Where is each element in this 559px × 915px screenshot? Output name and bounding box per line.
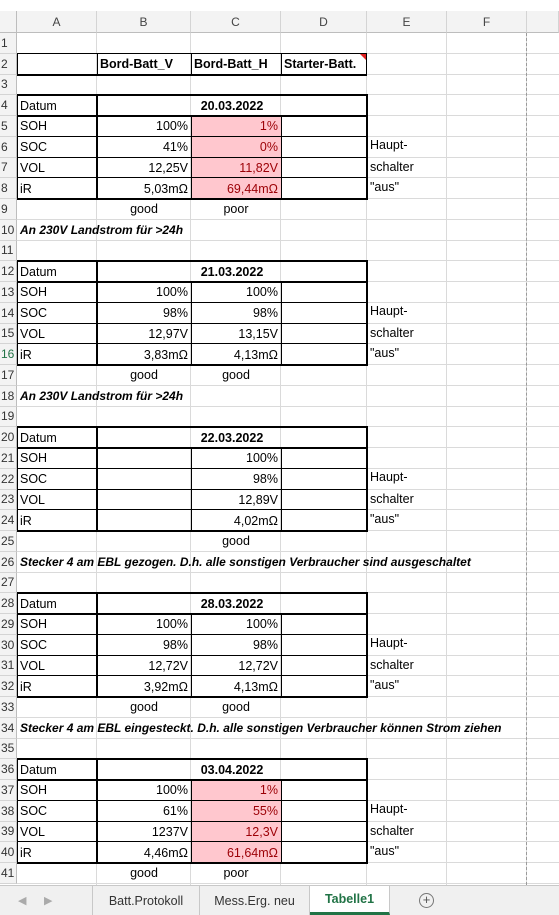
border-line (96, 592, 98, 698)
label-soh[interactable]: SOH (20, 119, 48, 134)
value-starter-batt[interactable] (281, 344, 367, 365)
side-note-hauptschalter: schalter (370, 657, 414, 672)
value-bord-batt-v[interactable] (97, 469, 191, 490)
label-datum[interactable]: Datum (20, 98, 57, 113)
value-bord-batt-v[interactable]: 12,72V (148, 658, 188, 673)
border-line (17, 281, 367, 283)
row-header[interactable]: 31 (0, 656, 17, 677)
value-bord-batt-v[interactable]: 3,83mΩ (143, 347, 188, 362)
label-ir[interactable]: iR (20, 679, 32, 694)
border-line (17, 260, 367, 262)
value-bord-batt-v[interactable] (97, 448, 191, 469)
value-bord-batt-v[interactable] (97, 510, 191, 531)
border-line (17, 468, 367, 469)
header-bord-batt-v[interactable]: Bord-Batt_V (100, 57, 173, 72)
value-bord-batt-v[interactable]: 5,03mΩ (143, 181, 188, 196)
value-starter-batt[interactable] (281, 137, 367, 158)
border-line (191, 115, 192, 200)
value-bord-batt-v[interactable]: 12,97V (148, 326, 188, 341)
label-ir[interactable]: iR (20, 181, 32, 196)
border-line (17, 115, 367, 117)
border-line (281, 447, 282, 532)
side-note-hauptschalter: "aus" (370, 677, 400, 692)
border-line (281, 281, 282, 366)
border-line (281, 53, 282, 75)
label-vol[interactable]: VOL (20, 492, 46, 507)
border-line (366, 758, 368, 864)
side-note-hauptschalter: schalter (370, 823, 414, 838)
rating-bord-batt-h[interactable]: poor (223, 866, 249, 881)
border-line (17, 323, 367, 324)
row-header[interactable]: 24 (0, 510, 17, 531)
border-line (96, 94, 98, 200)
tab-batt-protokoll[interactable]: Batt.Protokoll (92, 886, 200, 915)
label-soc[interactable]: SOC (20, 140, 48, 155)
border-line (17, 592, 367, 594)
row-header[interactable]: 19 (0, 407, 17, 428)
value-starter-batt[interactable] (281, 780, 367, 801)
border-line (17, 53, 18, 75)
value-starter-batt[interactable] (281, 469, 367, 490)
border-line (17, 696, 367, 698)
value-bord-batt-h[interactable]: 12,89V (238, 492, 278, 507)
value-bord-batt-h[interactable]: 4,13mΩ (233, 679, 278, 694)
column-header[interactable]: F (447, 11, 527, 33)
label-soc[interactable]: SOC (20, 638, 48, 653)
rating-bord-batt-h[interactable]: good (222, 700, 250, 715)
label-ir[interactable]: iR (20, 845, 32, 860)
border-line (191, 613, 192, 698)
border-line (17, 821, 367, 822)
border-line (17, 800, 367, 801)
value-bord-batt-v[interactable]: 98% (162, 638, 188, 653)
value-starter-batt[interactable] (281, 635, 367, 656)
row-header[interactable]: 15 (0, 324, 17, 345)
column-header-extra (527, 11, 559, 33)
row-header[interactable]: 22 (0, 469, 17, 490)
rating-bord-batt-v[interactable]: good (130, 202, 158, 217)
value-starter-batt[interactable] (281, 801, 367, 822)
border-line (366, 260, 368, 366)
row-header[interactable]: 33 (0, 697, 17, 718)
rating-bord-batt-h[interactable]: good (222, 534, 250, 549)
row-header[interactable]: 39 (0, 822, 17, 843)
value-bord-batt-h[interactable]: 100% (246, 285, 278, 300)
row-header[interactable]: 23 (0, 490, 17, 511)
row-header[interactable]: 3 (0, 75, 17, 96)
row-header[interactable]: 38 (0, 801, 17, 822)
row-header[interactable]: 30 (0, 635, 17, 656)
border-line (17, 157, 367, 158)
border-line (17, 74, 367, 76)
rating-bord-batt-h[interactable]: poor (223, 202, 249, 217)
side-note-hauptschalter: "aus" (370, 345, 400, 360)
column-header[interactable]: A (17, 11, 97, 33)
border-line (17, 447, 367, 449)
row-header[interactable]: 5 (0, 116, 17, 137)
row-header[interactable]: 17 (0, 365, 17, 386)
rating-bord-batt-h[interactable]: good (222, 368, 250, 383)
page-break-line (526, 33, 527, 885)
border-line (17, 758, 367, 760)
label-datum[interactable]: Datum (20, 430, 57, 445)
row-header[interactable]: 26 (0, 552, 17, 573)
row-header[interactable]: 40 (0, 842, 17, 863)
row-header[interactable]: 32 (0, 676, 17, 697)
rating-bord-batt-v[interactable] (97, 531, 191, 552)
border-line (366, 592, 368, 698)
border-line (17, 779, 367, 781)
row-header[interactable]: 29 (0, 614, 17, 635)
row-header[interactable]: 6 (0, 137, 17, 158)
side-note-hauptschalter: "aus" (370, 179, 400, 194)
border-line (17, 592, 18, 698)
border-line (96, 426, 98, 532)
border-line (281, 613, 282, 698)
border-line (17, 862, 367, 864)
border-line (17, 53, 367, 54)
value-starter-batt[interactable] (281, 282, 367, 303)
value-bord-batt-h[interactable]: 1% (191, 780, 281, 801)
value-bord-batt-h[interactable]: 55% (191, 801, 281, 822)
border-line (17, 426, 18, 532)
side-note-hauptschalter: schalter (370, 491, 414, 506)
row-header[interactable]: 2 (0, 54, 17, 75)
row-header[interactable]: 41 (0, 863, 17, 884)
row-header[interactable]: 36 (0, 759, 17, 780)
label-soh[interactable]: SOH (20, 285, 48, 300)
border-line (17, 841, 367, 842)
border-line (17, 530, 367, 532)
date-cell[interactable]: 22.03.2022 (200, 430, 264, 445)
date-cell[interactable]: 28.03.2022 (200, 596, 264, 611)
border-line (17, 489, 367, 490)
value-bord-batt-h[interactable]: 12,3V (191, 822, 281, 843)
side-note-hauptschalter: "aus" (370, 511, 400, 526)
label-soc[interactable]: SOC (20, 804, 48, 819)
border-line (17, 634, 367, 635)
value-starter-batt[interactable] (281, 842, 367, 863)
label-vol[interactable]: VOL (20, 326, 46, 341)
value-starter-batt[interactable] (281, 614, 367, 635)
value-bord-batt-v[interactable]: 12,25V (148, 160, 188, 175)
border-line (281, 779, 282, 864)
row-header[interactable]: 27 (0, 573, 17, 594)
border-line (97, 53, 98, 75)
label-vol[interactable]: VOL (20, 160, 46, 175)
border-line (17, 364, 367, 366)
label-datum[interactable]: Datum (20, 264, 57, 279)
border-line (17, 343, 367, 344)
block-note[interactable]: Stecker 4 am EBL gezogen. D.h. alle sonstigen Verbraucher sind ausgeschaltet (20, 555, 471, 570)
row-header[interactable]: 25 (0, 531, 17, 552)
label-soh[interactable]: SOH (20, 451, 48, 466)
border-line (366, 94, 368, 200)
value-starter-batt[interactable] (281, 303, 367, 324)
row-header[interactable]: 28 (0, 593, 17, 614)
value-bord-batt-h[interactable]: 0% (191, 137, 281, 158)
value-bord-batt-h[interactable]: 13,15V (238, 326, 278, 341)
block-note[interactable]: An 230V Landstrom für >24h (20, 223, 184, 238)
value-bord-batt-h[interactable]: 100% (246, 451, 278, 466)
select-all-corner[interactable] (0, 11, 17, 33)
rating-bord-batt-v[interactable]: good (130, 866, 158, 881)
value-starter-batt[interactable] (281, 116, 367, 137)
row-header[interactable]: 16 (0, 344, 17, 365)
border-line (17, 177, 367, 178)
value-bord-batt-h[interactable]: 11,82V (191, 158, 281, 179)
label-soc[interactable]: SOC (20, 472, 48, 487)
scroll-tabs-right-icon[interactable]: ▶ (44, 895, 53, 907)
tab-mess-erg-neu[interactable]: Mess.Erg. neu (200, 886, 310, 915)
column-header[interactable]: B (97, 11, 191, 33)
label-soc[interactable]: SOC (20, 306, 48, 321)
side-note-hauptschalter: "aus" (370, 843, 400, 858)
row-header[interactable]: 8 (0, 178, 17, 199)
value-bord-batt-h[interactable]: 98% (252, 306, 278, 321)
row-header[interactable]: 7 (0, 158, 17, 179)
column-header[interactable]: C (191, 11, 281, 33)
side-note-hauptschalter: schalter (370, 159, 414, 174)
column-header[interactable]: D (281, 11, 367, 33)
border-line (191, 281, 192, 366)
comment-indicator-icon (360, 54, 366, 60)
value-starter-batt[interactable] (281, 158, 367, 179)
value-starter-batt[interactable] (281, 822, 367, 843)
row-header[interactable]: 9 (0, 199, 17, 220)
value-bord-batt-v[interactable]: 61% (162, 804, 188, 819)
value-bord-batt-v[interactable]: 41% (162, 140, 188, 155)
border-line (17, 613, 367, 615)
border-line (366, 53, 367, 75)
value-bord-batt-v[interactable]: 98% (162, 306, 188, 321)
column-header[interactable]: E (367, 11, 447, 33)
value-bord-batt-h[interactable]: 1% (191, 116, 281, 137)
border-line (366, 426, 368, 532)
value-bord-batt-v[interactable]: 100% (156, 783, 188, 798)
label-datum[interactable]: Datum (20, 762, 57, 777)
label-ir[interactable]: iR (20, 347, 32, 362)
value-starter-batt[interactable] (281, 490, 367, 511)
label-vol[interactable]: VOL (20, 824, 46, 839)
value-starter-batt[interactable] (281, 676, 367, 697)
side-note-hauptschalter: Haupt- (370, 636, 408, 651)
label-vol[interactable]: VOL (20, 658, 46, 673)
row-header[interactable]: 4 (0, 95, 17, 116)
value-bord-batt-v[interactable]: 3,92mΩ (143, 679, 188, 694)
label-soh[interactable]: SOH (20, 783, 48, 798)
border-line (96, 260, 98, 366)
label-datum[interactable]: Datum (20, 596, 57, 611)
value-bord-batt-h[interactable]: 98% (252, 472, 278, 487)
value-starter-batt[interactable] (281, 510, 367, 531)
value-bord-batt-h[interactable]: 4,02mΩ (233, 513, 278, 528)
border-line (17, 94, 18, 200)
sheet-tab-bar (0, 885, 559, 915)
border-line (17, 509, 367, 510)
value-starter-batt[interactable] (281, 656, 367, 677)
header-bord-batt-h[interactable]: Bord-Batt_H (194, 57, 268, 72)
border-line (191, 447, 192, 532)
side-note-hauptschalter: Haupt- (370, 802, 408, 817)
tab-tabelle1[interactable]: Tabelle1 (310, 886, 390, 915)
value-bord-batt-h[interactable]: 12,72V (238, 658, 278, 673)
border-line (17, 260, 18, 366)
value-bord-batt-h[interactable]: 69,44mΩ (191, 178, 281, 199)
value-bord-batt-v[interactable]: 100% (156, 617, 188, 632)
value-bord-batt-v[interactable]: 4,46mΩ (143, 845, 188, 860)
header-starter-batt[interactable]: Starter-Batt. (284, 57, 357, 72)
border-line (17, 136, 367, 137)
row-header[interactable]: 18 (0, 386, 17, 407)
side-note-hauptschalter: Haupt- (370, 304, 408, 319)
side-note-hauptschalter: schalter (370, 325, 414, 340)
value-bord-batt-h[interactable]: 98% (252, 638, 278, 653)
rating-bord-batt-v[interactable]: good (130, 700, 158, 715)
value-starter-batt[interactable] (281, 324, 367, 345)
row-header[interactable]: 34 (0, 718, 17, 739)
border-line (17, 302, 367, 303)
row-header[interactable]: 11 (0, 241, 17, 262)
date-cell[interactable]: 03.04.2022 (200, 762, 264, 777)
row-header[interactable]: 1 (0, 33, 17, 54)
block-note[interactable]: Stecker 4 am EBL eingesteckt. D.h. alle sonstigen Verbraucher können Strom ziehen (20, 721, 502, 736)
value-bord-batt-v[interactable]: 100% (156, 285, 188, 300)
border-line (17, 655, 367, 656)
border-line (17, 426, 367, 428)
row-header[interactable]: 20 (0, 427, 17, 448)
row-header[interactable]: 37 (0, 780, 17, 801)
border-line (191, 779, 192, 864)
value-bord-batt-v[interactable] (97, 490, 191, 511)
border-line (17, 758, 18, 864)
value-bord-batt-v[interactable]: 1237V (151, 824, 188, 839)
value-bord-batt-h[interactable]: 100% (246, 617, 278, 632)
border-line (17, 675, 367, 676)
border-line (17, 198, 367, 200)
border-line (191, 53, 192, 75)
side-note-hauptschalter: Haupt- (370, 470, 408, 485)
value-bord-batt-v[interactable]: 100% (156, 119, 188, 134)
side-note-hauptschalter: Haupt- (370, 138, 408, 153)
rating-bord-batt-v[interactable]: good (130, 368, 158, 383)
date-cell[interactable]: 20.03.2022 (200, 98, 264, 113)
value-bord-batt-h[interactable]: 4,13mΩ (233, 347, 278, 362)
border-line (96, 758, 98, 864)
row-header[interactable]: 35 (0, 739, 17, 760)
value-starter-batt[interactable] (281, 448, 367, 469)
row-header[interactable]: 21 (0, 448, 17, 469)
value-bord-batt-h[interactable]: 61,64mΩ (191, 842, 281, 863)
row-header[interactable]: 12 (0, 261, 17, 282)
scroll-tabs-left-icon[interactable]: ◀ (18, 895, 27, 907)
row-header[interactable]: 10 (0, 220, 17, 241)
border-line (281, 115, 282, 200)
row-header[interactable]: 14 (0, 303, 17, 324)
border-line (17, 94, 367, 96)
label-soh[interactable]: SOH (20, 617, 48, 632)
date-cell[interactable]: 21.03.2022 (200, 264, 264, 279)
value-starter-batt[interactable] (281, 178, 367, 199)
add-sheet-icon[interactable]: + (419, 893, 434, 908)
block-note[interactable]: An 230V Landstrom für >24h (20, 389, 184, 404)
row-header[interactable]: 13 (0, 282, 17, 303)
label-ir[interactable]: iR (20, 513, 32, 528)
